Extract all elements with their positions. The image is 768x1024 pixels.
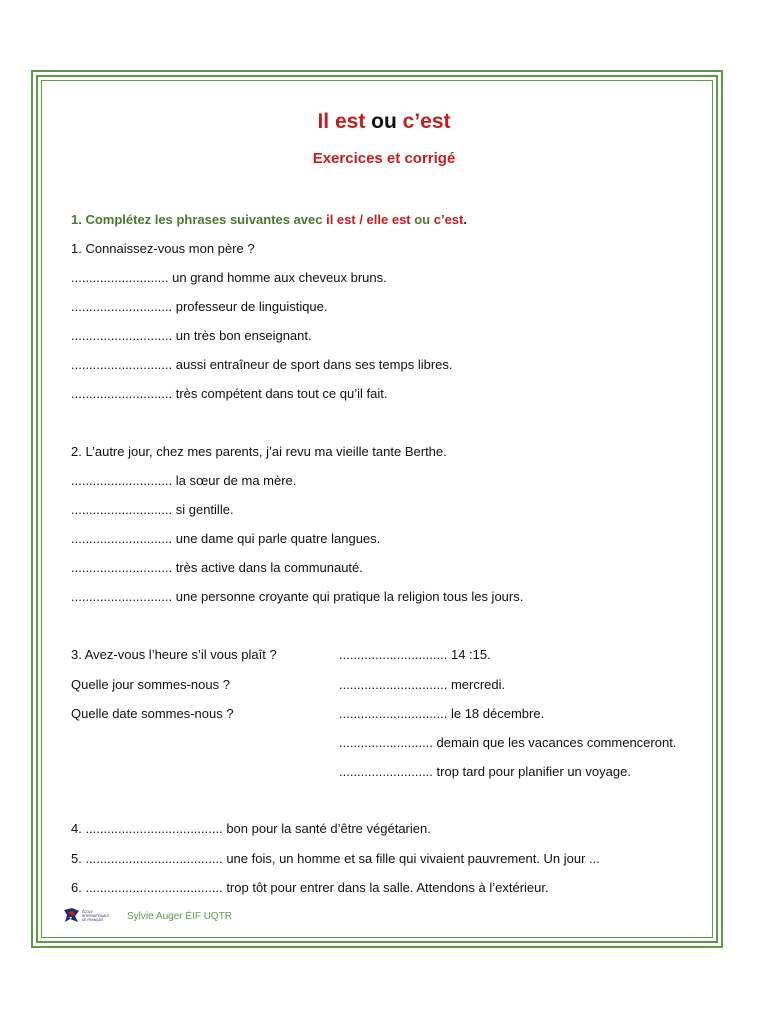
svg-text:ÉCOLE: ÉCOLE — [82, 910, 93, 914]
section1-line: ........................... un grand homme aux cheveux bruns. — [71, 270, 387, 285]
svg-text:DE FRANÇAIS: DE FRANÇAIS — [82, 918, 104, 922]
footer — [63, 906, 232, 926]
section3-question: Quelle date sommes-nous ? — [71, 706, 234, 721]
exercise-instruction — [71, 212, 467, 228]
section3-answer: .............................. 14 :15. — [339, 647, 491, 662]
section3-answer: .......................... trop tard pour planifier un voyage. — [339, 764, 631, 779]
instruction-lead: 1. Complétez les phrases suivantes avec — [71, 212, 327, 227]
section3-answer: .......................... demain que les vacances commenceront. — [339, 735, 677, 750]
instruction-highlight-il-est: il est / elle est — [326, 212, 411, 227]
section4-line: 6. ...................................... trop tôt pour entrer dans la salle. Attendons à l’extérieur. — [71, 880, 549, 895]
section3-question: Quelle jour sommes-nous ? — [71, 677, 230, 692]
page-subtitle: Exercices et corrigé — [312, 150, 456, 167]
school-logo-icon — [63, 907, 121, 925]
section2-line: ............................ une personne croyante qui pratique la religion tous les jours. — [71, 589, 524, 604]
title-part-ou: ou — [371, 110, 397, 133]
svg-text:INTERNATIONALE: INTERNATIONALE — [82, 914, 110, 918]
section3-question: 3. Avez-vous l’heure s’il vous plaît ? — [71, 647, 277, 662]
page-title — [0, 110, 768, 134]
section2-line: ............................ très active dans la communauté. — [71, 560, 363, 575]
section1-prompt: 1. Connaissez-vous mon père ? — [71, 241, 255, 256]
section4-line: 4. ...................................... bon pour la santé d’être végétarien. — [71, 821, 431, 836]
section2-line: ............................ si gentille. — [71, 502, 234, 517]
section1-line: ............................ professeur de linguistique. — [71, 299, 328, 314]
instruction-highlight-cest: c’est — [433, 212, 464, 227]
instruction-middle: ou — [410, 212, 434, 227]
section3-answer: .............................. mercredi. — [339, 677, 506, 692]
section2-line: ............................ la sœur de ma mère. — [71, 473, 297, 488]
instruction-end: . — [463, 212, 467, 227]
section2-prompt: 2. L’autre jour, chez mes parents, j’ai revu ma vieille tante Berthe. — [71, 444, 447, 459]
section2-line: ............................ une dame qui parle quatre langues. — [71, 531, 381, 546]
footer-credit: Sylvie Auger ÉIF UQTR — [127, 910, 233, 922]
section4-line: 5. ...................................... une fois, un homme et sa fille qui vivaient pauvrement. Un jour ... — [71, 851, 600, 866]
section1-line: ............................ aussi entraîneur de sport dans ses temps libres. — [71, 357, 453, 372]
section1-line: ............................ un très bon enseignant. — [71, 328, 312, 343]
title-part-il-est: Il est — [317, 110, 366, 133]
section1-line: ............................ très compétent dans tout ce qu’il fait. — [71, 386, 388, 401]
title-part-cest: c’est — [402, 110, 451, 133]
section3-answer: .............................. le 18 décembre. — [339, 706, 545, 721]
